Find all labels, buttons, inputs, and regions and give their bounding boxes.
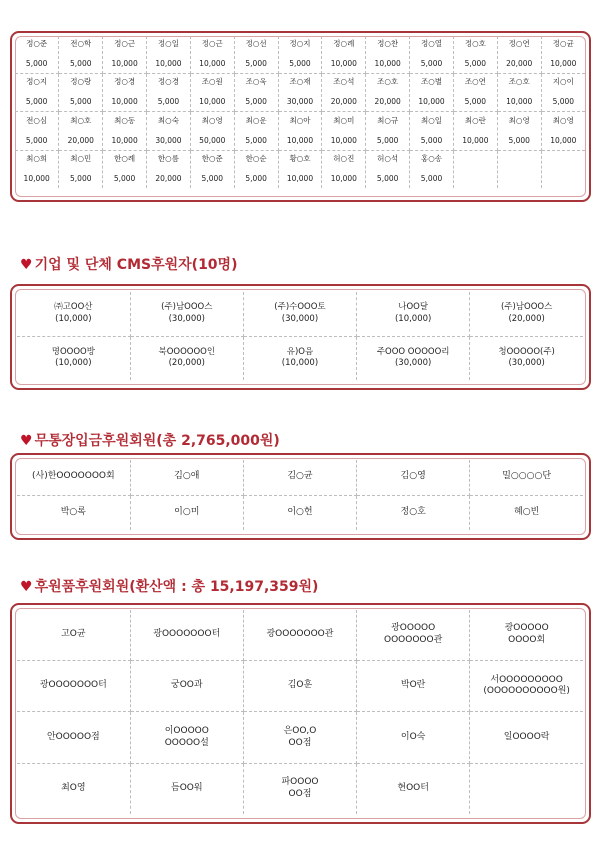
table-row <box>15 150 585 188</box>
donor-name: 한○례 <box>114 153 136 163</box>
table-row <box>17 610 583 660</box>
donor-cell <box>59 112 103 150</box>
donor-amount: 10,000 <box>330 59 357 69</box>
donor-name: 최○영 <box>508 115 530 125</box>
gift-name: 고O균 <box>61 629 86 640</box>
mutong-cell <box>357 460 470 495</box>
donor-cell <box>497 112 541 150</box>
mutong-name: 혜○빈 <box>514 506 540 517</box>
mutong-name: 김○영 <box>400 471 426 482</box>
donor-amount: 10,000 <box>286 173 314 183</box>
donor-cell <box>366 74 410 112</box>
donor-name <box>454 155 497 164</box>
gift-cell <box>243 764 356 815</box>
gift-table <box>17 610 583 814</box>
donor-cell <box>278 150 322 188</box>
donor-amount: 10,000 <box>550 59 577 69</box>
donor-amount: 5,000 <box>113 173 136 183</box>
mutong-table <box>17 460 583 530</box>
donor-amount: 10,000 <box>550 135 577 145</box>
donor-name: 조○원 <box>201 77 223 87</box>
donor-amount: 5,000 <box>464 97 487 107</box>
donor-amount: 30,000 <box>286 97 314 107</box>
mutong-cell <box>357 495 470 530</box>
mutong-cell <box>243 460 356 495</box>
donor-name: 전○심 <box>26 115 48 125</box>
gift-name: 일OOOO락 <box>503 731 550 742</box>
gift-name: 듬OO워 <box>171 783 203 794</box>
gift-name: 서OOOOOOOOO <box>490 674 563 685</box>
cms-amount: (10,000) <box>394 313 432 324</box>
donor-cell <box>453 74 497 112</box>
donor-amount: 10,000 <box>506 97 533 107</box>
gift-name: 광OOOOO <box>504 623 549 634</box>
cms-amount: (10,000) <box>281 358 319 369</box>
donor-amount: 5,000 <box>508 135 530 145</box>
donor-amount: 5,000 <box>552 97 575 107</box>
gift-name: (OOOOOOOOOO원) <box>483 686 570 697</box>
donor-name: 정○찬 <box>377 39 399 49</box>
cms-name: 나OO달 <box>398 302 429 313</box>
donor-name: 조○연 <box>464 77 486 87</box>
donor-amount: 20,000 <box>67 135 94 145</box>
mutong-name: 박○록 <box>60 506 86 517</box>
donor-name: 허○진 <box>333 153 355 163</box>
heart-icon: ♥ <box>20 579 33 595</box>
donor-amount: 5,000 <box>376 135 399 145</box>
mutong-name: 정○호 <box>400 506 426 517</box>
cms-name: (주)남OOO스 <box>161 302 213 313</box>
gift-name: 현OO터 <box>397 783 429 794</box>
donor-cell <box>541 36 585 74</box>
donor-cell <box>497 74 541 112</box>
donor-name: 정○열 <box>420 39 443 49</box>
donor-amount: 10,000 <box>199 97 226 107</box>
donor-name: 정○근 <box>201 39 223 49</box>
donor-cell <box>453 36 497 74</box>
cms-name: 유)O음 <box>286 346 314 357</box>
donor-cell <box>190 74 234 112</box>
donor-amount: 10,000 <box>330 173 357 183</box>
gift-name: OOOOO설 <box>164 737 209 748</box>
cms-name: (주)수OOO토 <box>274 302 326 313</box>
gift-cell <box>357 660 470 712</box>
donor-amount: 5,000 <box>245 97 267 107</box>
donor-name: 한○순 <box>245 153 267 163</box>
donor-cell <box>59 36 103 74</box>
donor-amount <box>454 175 497 184</box>
gift-cell <box>357 764 470 815</box>
donor-cell <box>497 150 541 188</box>
mutong-name: 김○균 <box>287 471 313 482</box>
donor-amount: 50,000 <box>199 135 226 145</box>
mutong-section-title <box>20 430 280 450</box>
donor-name <box>498 155 541 164</box>
cms-title-text: 기업 및 단체 CMS후원자(10명) <box>34 257 238 273</box>
mutong-name: 이○헌 <box>287 506 313 517</box>
donor-amount: 10,000 <box>155 59 182 69</box>
donor-cell <box>234 36 278 74</box>
gift-cell <box>130 712 243 764</box>
donor-cell <box>103 74 147 112</box>
donor-cell <box>15 74 59 112</box>
heart-icon: ♥ <box>20 257 33 273</box>
donor-amount: 10,000 <box>111 59 138 69</box>
donor-amount: 5,000 <box>245 135 267 145</box>
donor-name: 정○지 <box>26 77 48 87</box>
donor-name: 최○아 <box>289 115 311 125</box>
cms-name: ㈜고OO산 <box>54 302 93 313</box>
heart-icon: ♥ <box>20 433 33 449</box>
donor-amount: 5,000 <box>376 173 399 183</box>
mutong-cell <box>130 495 243 530</box>
gift-cell <box>470 764 583 815</box>
donor-amount: 20,000 <box>330 97 357 107</box>
donor-amount: 5,000 <box>157 97 180 107</box>
donor-name: 최○영 <box>552 115 574 125</box>
cms-cell <box>130 292 243 336</box>
donor-name: 허○석 <box>377 153 399 163</box>
donor-amount: 5,000 <box>420 135 443 145</box>
donor-name: 정○선 <box>245 39 267 49</box>
donor-name: 최○규 <box>377 115 399 125</box>
mutong-cell <box>470 460 583 495</box>
donor-name: 최○운 <box>245 115 267 125</box>
cms-amount: (30,000) <box>508 358 545 369</box>
donor-amount: 5,000 <box>464 59 487 69</box>
donor-cell <box>234 150 278 188</box>
donor-amount: 20,000 <box>506 59 533 69</box>
donor-name: 한○준 <box>201 153 223 163</box>
donor-amount: 5,000 <box>70 59 92 69</box>
donor-cell <box>103 36 147 74</box>
donor-cell <box>234 74 278 112</box>
donor-cell <box>147 36 191 74</box>
donor-amount: 20,000 <box>155 173 182 183</box>
donor-amount: 5,000 <box>25 135 48 145</box>
cms-name: 청OOOOO(주) <box>498 346 555 357</box>
donor-cell <box>15 36 59 74</box>
donor-cell <box>190 36 234 74</box>
cms-amount: (30,000) <box>281 313 319 324</box>
donor-cell <box>541 150 585 188</box>
donor-cell <box>322 150 366 188</box>
donor-amount <box>542 175 585 184</box>
donor-cell <box>410 112 454 150</box>
donor-amount: 10,000 <box>111 135 138 145</box>
mutong-name: 밀○○○○단 <box>502 471 552 482</box>
gift-cell <box>357 610 470 660</box>
gift-cell <box>17 660 130 712</box>
gift-section-title <box>20 576 318 596</box>
donor-name: 최○희 <box>26 153 48 163</box>
donor-name: 최○민 <box>70 153 92 163</box>
donor-amount: 10,000 <box>462 135 489 145</box>
cms-section-title <box>20 254 237 274</box>
mutong-cell <box>17 495 130 530</box>
mutong-cell <box>130 460 243 495</box>
top-donor-table <box>15 36 585 188</box>
table-row <box>15 74 585 112</box>
gift-cell <box>17 610 130 660</box>
donor-cell <box>147 150 191 188</box>
table-row <box>15 36 585 74</box>
donor-name: 정○례 <box>333 39 355 49</box>
donor-cell <box>410 150 454 188</box>
donor-name <box>542 155 585 164</box>
donor-amount: 10,000 <box>199 59 226 69</box>
donor-cell <box>410 74 454 112</box>
donor-amount: 5,000 <box>70 173 92 183</box>
gift-name: 안OOOOO점 <box>46 731 100 742</box>
gift-name: 파OOOO <box>281 777 319 788</box>
gift-cell <box>243 712 356 764</box>
donor-name: 정○랑 <box>70 77 92 87</box>
gift-cell <box>130 764 243 815</box>
donor-amount: 10,000 <box>330 135 357 145</box>
donor-name: 조○석 <box>333 77 355 87</box>
cms-cell <box>357 292 470 336</box>
mutong-title-text: 무통장입금후원회원(총 2,765,000원) <box>34 433 280 449</box>
cms-cell <box>357 336 470 380</box>
cms-name: 북OOOOOO인 <box>158 346 216 357</box>
donor-name: 정○근 <box>114 39 136 49</box>
cms-amount: (30,000) <box>168 313 205 324</box>
cms-cell <box>243 292 356 336</box>
gift-cell <box>17 712 130 764</box>
gift-name: 광OOOOOOO터 <box>153 629 221 640</box>
donor-amount: 5,000 <box>420 59 443 69</box>
donor-cell <box>59 150 103 188</box>
gift-cell <box>470 660 583 712</box>
gift-cell <box>130 610 243 660</box>
donor-name: 정○경 <box>114 77 136 87</box>
donor-amount: 10,000 <box>418 97 445 107</box>
gift-name: OO점 <box>288 737 312 748</box>
table-row <box>17 292 583 336</box>
donor-name: 정○지 <box>289 39 311 49</box>
gift-cell <box>470 712 583 764</box>
cms-cell <box>470 336 583 380</box>
gift-name: OO점 <box>288 789 312 799</box>
donor-cell <box>410 36 454 74</box>
cms-cell <box>243 336 356 380</box>
table-row <box>17 764 583 815</box>
cms-name: 명OOOO방 <box>51 346 95 357</box>
table-row <box>17 495 583 530</box>
cms-name: 주OOO OOOOO리 <box>376 346 450 357</box>
gift-title-text: 후원품후원회원(환산액 : 총 15,197,359원) <box>34 579 319 595</box>
donor-name: 황○호 <box>289 153 311 163</box>
donor-cell <box>541 74 585 112</box>
table-row <box>17 660 583 712</box>
donor-cell <box>278 74 322 112</box>
donor-cell <box>541 112 585 150</box>
donor-name: 최○란 <box>464 115 486 125</box>
donor-name: 정○준 <box>26 39 48 49</box>
donor-name: 최○호 <box>70 115 92 125</box>
donor-cell <box>322 36 366 74</box>
cms-amount: (30,000) <box>394 358 432 369</box>
donor-amount: 30,000 <box>155 135 182 145</box>
cms-name: (주)남OOO스 <box>500 302 553 313</box>
cms-amount: (10,000) <box>55 358 92 369</box>
gift-name: 이O숙 <box>400 731 426 742</box>
donor-amount: 5,000 <box>201 173 224 183</box>
gift-cell <box>243 660 356 712</box>
gift-cell <box>243 610 356 660</box>
donor-amount: 5,000 <box>245 59 267 69</box>
donor-name: 조○호 <box>508 77 530 87</box>
donor-cell <box>322 74 366 112</box>
donor-cell <box>147 112 191 150</box>
mutong-cell <box>470 495 583 530</box>
donor-cell <box>278 112 322 150</box>
donor-cell <box>366 112 410 150</box>
cms-amount: (20,000) <box>508 313 545 324</box>
table-row <box>17 460 583 495</box>
table-row <box>17 336 583 380</box>
donor-name: 정○경 <box>157 77 179 87</box>
gift-name: 광OOOOOOO관 <box>266 629 334 640</box>
donor-amount: 10,000 <box>23 173 50 183</box>
donor-name: 정○연 <box>508 39 530 49</box>
donor-cell <box>147 74 191 112</box>
donor-cell <box>103 150 147 188</box>
donor-name: 지○이 <box>552 77 574 87</box>
donor-cell <box>190 112 234 150</box>
donor-amount <box>498 175 541 184</box>
mutong-name: (사)한OOOOOOO회 <box>31 471 115 482</box>
donor-cell <box>15 150 59 188</box>
gift-name: OOOOOOO관 <box>384 634 443 645</box>
donor-name: 조○욱 <box>245 77 267 87</box>
donor-name: 최○영 <box>201 115 223 125</box>
cms-amount: (10,000) <box>55 313 92 324</box>
donor-name: 한○름 <box>157 153 179 163</box>
donor-cell <box>59 74 103 112</box>
donor-name: 조○별 <box>420 77 443 87</box>
donor-name: 최○동 <box>114 115 136 125</box>
donor-cell <box>366 150 410 188</box>
donor-amount: 10,000 <box>111 97 138 107</box>
donor-cell <box>497 36 541 74</box>
donor-name: 정○일 <box>157 39 179 49</box>
gift-cell <box>357 712 470 764</box>
donor-cell <box>234 112 278 150</box>
gift-name: 최O영 <box>61 783 86 794</box>
cms-table <box>17 292 583 380</box>
donor-amount: 5,000 <box>420 173 443 183</box>
donor-cell <box>190 150 234 188</box>
donor-name: 홍○송 <box>420 153 443 163</box>
donor-cell <box>278 36 322 74</box>
donor-amount: 5,000 <box>245 173 267 183</box>
cms-amount: (20,000) <box>168 358 205 369</box>
table-row <box>17 712 583 764</box>
donor-name: 최○미 <box>333 115 355 125</box>
gift-name: OOOO회 <box>508 634 546 645</box>
mutong-cell <box>17 460 130 495</box>
donor-name: 정○균 <box>552 39 574 49</box>
donor-amount: 5,000 <box>289 59 311 69</box>
cms-cell <box>17 292 130 336</box>
donor-cell <box>366 36 410 74</box>
table-row <box>15 112 585 150</box>
cms-cell <box>130 336 243 380</box>
donor-name: 최○숙 <box>157 115 179 125</box>
gift-cell <box>470 610 583 660</box>
gift-name: 궁OO과 <box>171 680 203 691</box>
donor-cell <box>453 150 497 188</box>
donor-name: 조○재 <box>289 77 311 87</box>
mutong-name: 이○미 <box>174 506 200 517</box>
gift-name: 광OOOOO <box>391 623 436 634</box>
donor-amount: 5,000 <box>25 97 48 107</box>
gift-name: 광OOOOOOO터 <box>39 680 107 691</box>
gift-name: 은OO,O <box>283 726 317 737</box>
donor-name: 조○호 <box>377 77 399 87</box>
donor-cell <box>15 112 59 150</box>
gift-name: 박O란 <box>400 680 426 691</box>
mutong-cell <box>243 495 356 530</box>
donor-amount: 20,000 <box>374 97 401 107</box>
cms-cell <box>17 336 130 380</box>
donor-cell <box>453 112 497 150</box>
donor-amount: 5,000 <box>25 59 48 69</box>
gift-name: 김O훈 <box>287 680 313 691</box>
donor-name: 전○학 <box>70 39 92 49</box>
gift-cell <box>130 660 243 712</box>
donor-name: 정○호 <box>464 39 486 49</box>
mutong-name: 김○애 <box>174 471 200 482</box>
donor-name: 최○일 <box>420 115 443 125</box>
donor-cell <box>322 112 366 150</box>
cms-cell <box>470 292 583 336</box>
donor-amount: 10,000 <box>286 135 314 145</box>
gift-cell <box>17 764 130 815</box>
donor-cell <box>103 112 147 150</box>
gift-name: 이OOOOO <box>164 726 209 737</box>
donor-amount: 5,000 <box>70 97 92 107</box>
donor-amount: 10,000 <box>374 59 401 69</box>
